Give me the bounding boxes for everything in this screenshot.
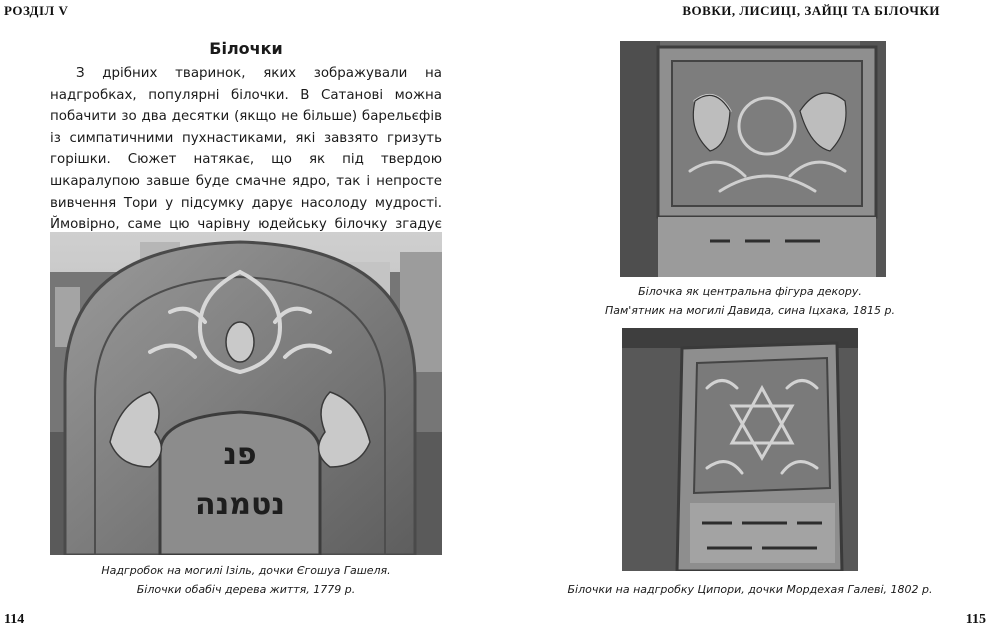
caption-right-bottom-line-1: Білочки на надгробку Ципори, дочки Мордехая Галеві, 1802 р. (567, 583, 933, 596)
caption-left (50, 561, 442, 599)
page-number-left: 114 (4, 612, 25, 627)
tombstone-photo-right-bottom-image (622, 328, 858, 571)
tombstone-photo-left (50, 232, 442, 555)
section-title: Білочки (209, 39, 283, 58)
inscription-line-2: נטמנה (195, 487, 285, 522)
tombstone-photo-right-top (620, 41, 886, 277)
caption-left-line-1: Надгробок на могилі Ізіль, дочки Єгошуа Гашеля. (101, 564, 391, 577)
caption-right-top-line-2: Пам'ятник на могилі Давида, сина Іцхака, 1815 р. (604, 304, 896, 317)
running-head-title: ВОВКИ, ЛИСИЦІ, ЗАЙЦІ ТА БІЛОЧКИ (682, 3, 940, 18)
running-head-chapter: РОЗДІЛ V (4, 3, 69, 18)
tombstone-photo-right-bottom (622, 328, 858, 571)
tombstone-photo-left-image (50, 232, 442, 555)
caption-right-top-line-1: Білочка як центральна фігура декору. (638, 285, 862, 298)
page-number-right: 115 (965, 612, 986, 627)
inscription-line-1: פנ (223, 437, 257, 472)
tombstone-photo-right-top-image (620, 41, 886, 277)
body-text (50, 63, 442, 257)
caption-right-top (580, 282, 920, 320)
body-paragraph: З дрібних тваринок, яких зображували на надгробках, популярні білочки. В Сатанові можна побачити зо два десятки (якщо не більше) барельєфів із симпатичними пухнастиками, які завзято гризуть горішки. Сюжет натякає, що як під твердою шкаралупою завше буде смачне ядро, так і непросте вивчення Тори у підсумку дарує насолоду мудрості. Ймовірно, саме цю чарівну юдейську білочку згадує (50, 66, 442, 233)
caption-left-line-2: Білочки обабіч дерева життя, 1779 р. (136, 583, 356, 596)
caption-right-bottom (560, 580, 940, 599)
